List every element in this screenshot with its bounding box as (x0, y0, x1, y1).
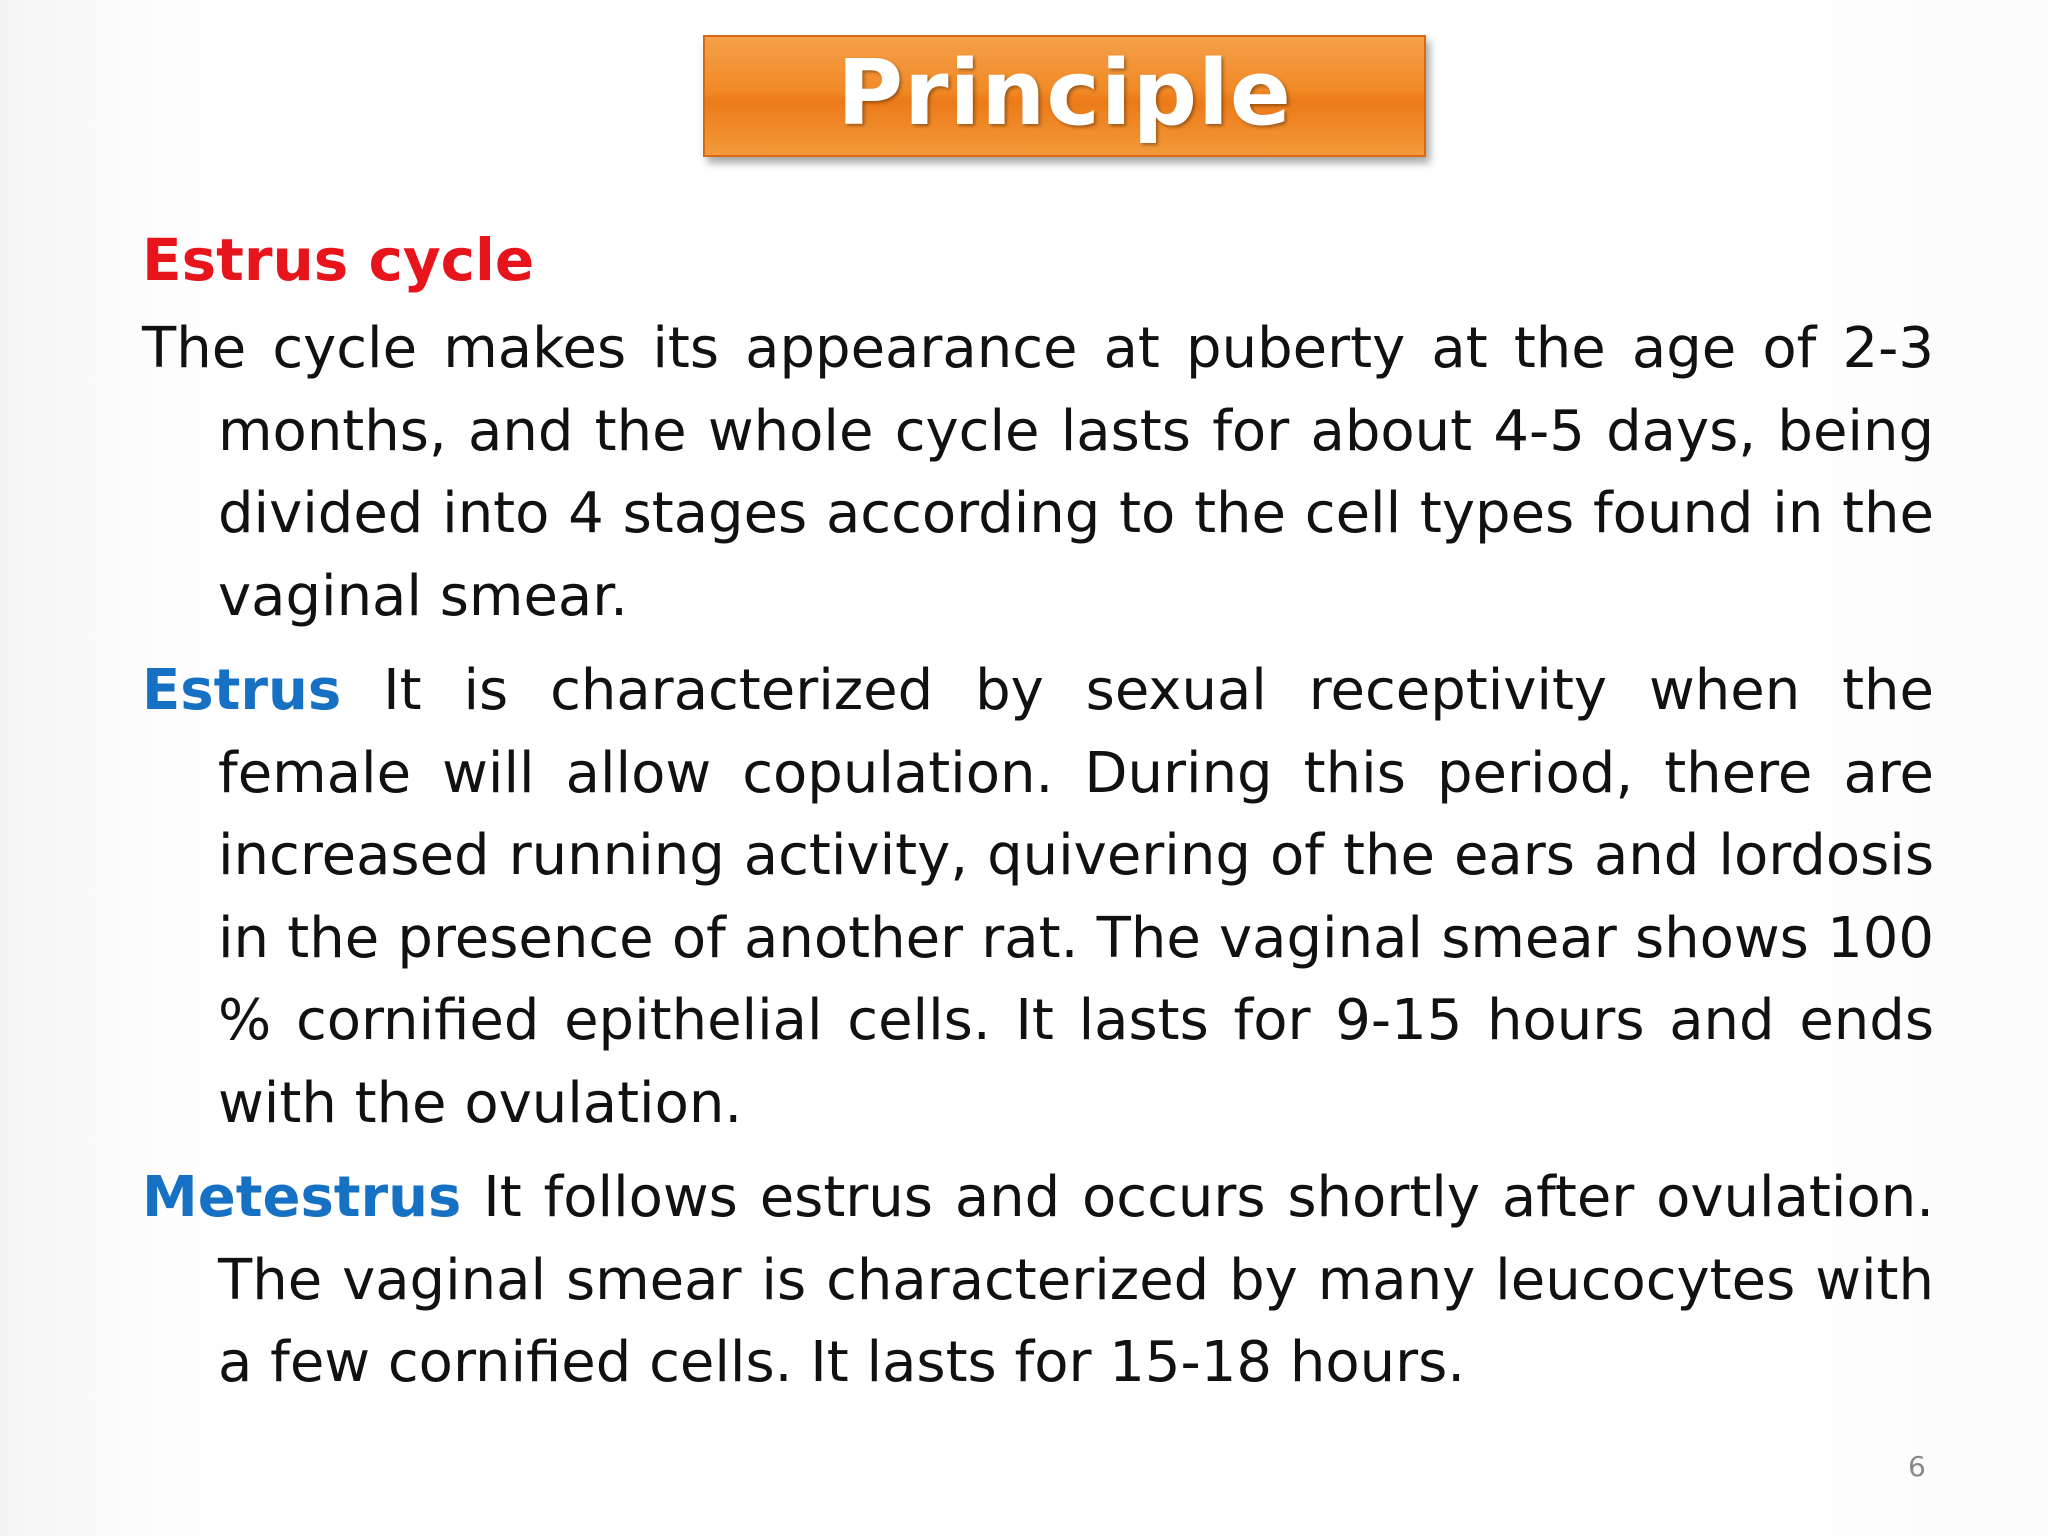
paragraph-metestrus (142, 1157, 1934, 1405)
term-metestrus: Metestrus (142, 1165, 462, 1230)
paragraph-text: The cycle makes its appearance at puberty at the age of 2-3 months, and the whole cycle lasts for about 4-5 days, being divided into 4 stages according to the cell types found in the vaginal smear. (142, 316, 1934, 629)
paragraph-text: It follows estrus and occurs shortly after ovulation. The vaginal smear is characterized by many leucocytes with a few cornified cells. It lasts for 15-18 hours. (218, 1165, 1934, 1395)
paragraph-text: It is characterized by sexual receptivity when the female will allow copulation. During this period, there are increased running activity, quivering of the ears and lordosis in the presence of another rat. The vaginal smear shows 100 % cornified epithelial cells. It lasts for 9-15 hours and ends with the ovulation. (218, 658, 1934, 1136)
paragraph-cycle-intro (142, 308, 1934, 638)
title-banner (703, 35, 1426, 157)
section-heading: Estrus cycle (142, 226, 535, 294)
paragraph-estrus (142, 650, 1934, 1145)
term-estrus: Estrus (142, 658, 342, 723)
slide-content (142, 218, 1934, 1417)
slide-title: Principle (837, 41, 1292, 146)
page-number: 6 (1908, 1450, 1926, 1483)
